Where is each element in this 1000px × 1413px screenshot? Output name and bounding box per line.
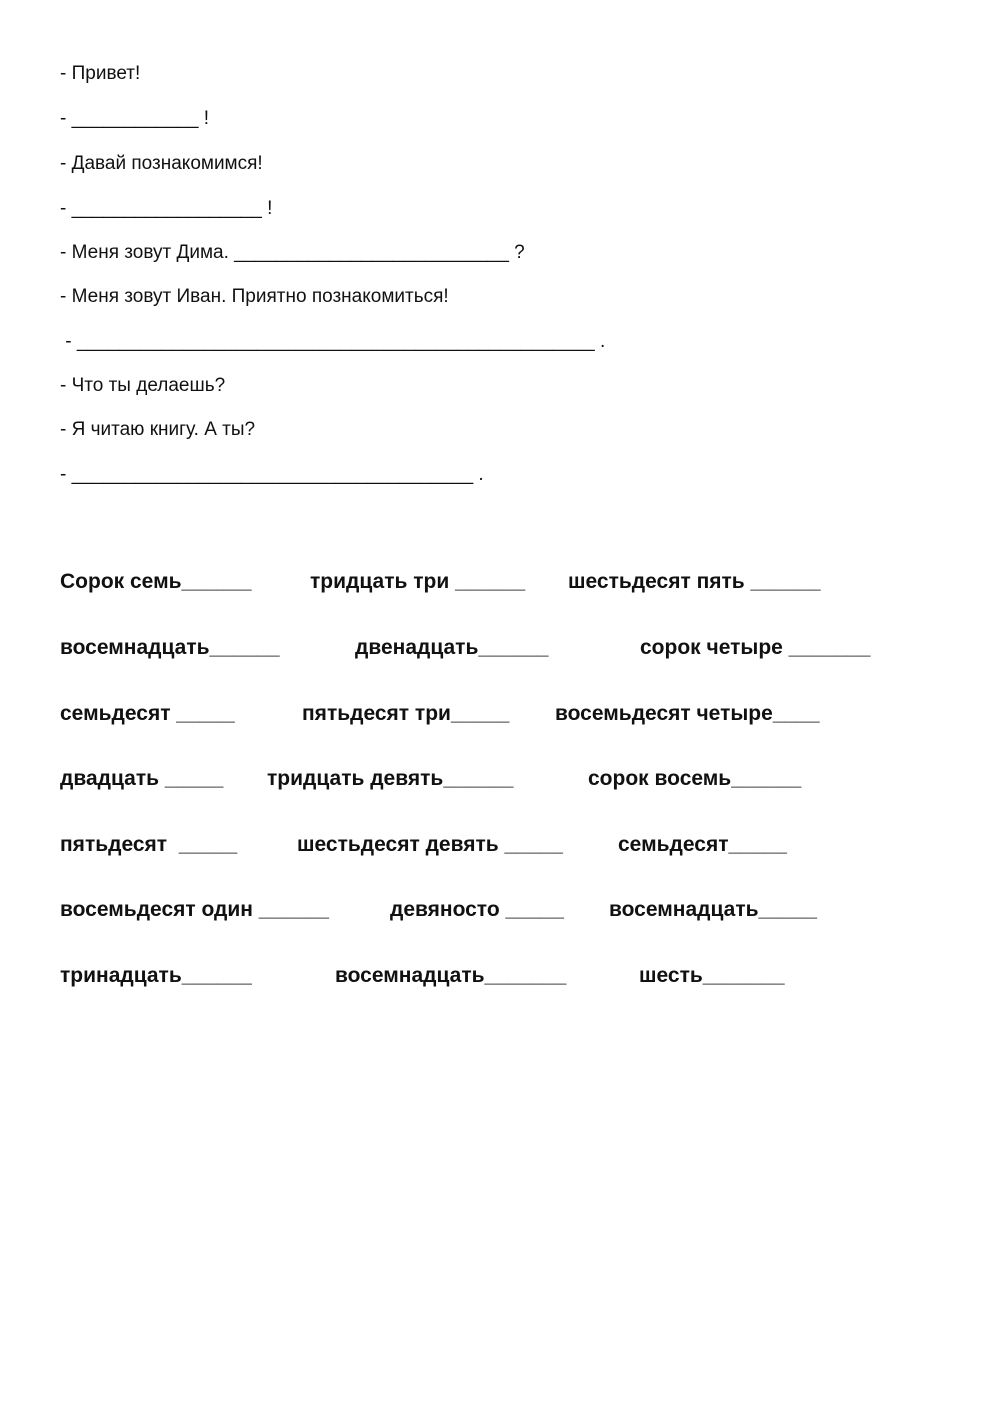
dialogue-line: - ______________________________________ . bbox=[60, 464, 484, 485]
number-word-item: двенадцать______ bbox=[355, 636, 549, 659]
number-word-item: семьдесят _____ bbox=[60, 702, 235, 725]
number-word-item: пятьдесят три_____ bbox=[302, 702, 510, 725]
number-word-item: Сорок семь______ bbox=[60, 570, 252, 593]
dialogue-line: - Я читаю книгу. А ты? bbox=[60, 419, 256, 440]
number-word-item: двадцать _____ bbox=[60, 767, 224, 790]
number-word-item: шесть_______ bbox=[639, 964, 785, 987]
dialogue-line: - Привет! bbox=[60, 63, 141, 84]
number-word-item: восемнадцать______ bbox=[60, 636, 280, 659]
number-word-item: семьдесят_____ bbox=[618, 833, 787, 856]
number-word-item: тридцать девять______ bbox=[267, 767, 514, 790]
number-word-item: сорок четыре _______ bbox=[640, 636, 871, 659]
dialogue-line: - __________________ ! bbox=[60, 198, 273, 219]
number-word-item: восемьдесят четыре____ bbox=[555, 702, 820, 725]
number-word-item: тридцать три ______ bbox=[310, 570, 526, 593]
dialogue-line: - Меня зовут Дима. __________________________ ? bbox=[60, 242, 525, 263]
number-row bbox=[60, 568, 960, 596]
number-row bbox=[60, 765, 960, 793]
dialogue-line: - Что ты делаешь? bbox=[60, 375, 226, 396]
number-word-item: девяносто _____ bbox=[390, 898, 564, 921]
dialogue-line: - Меня зовут Иван. Приятно познакомиться! bbox=[60, 286, 449, 307]
number-word-item: шестьдесят пять ______ bbox=[568, 570, 821, 593]
dialogue-line: - ____________ ! bbox=[60, 108, 209, 129]
number-word-item: восемьдесят один ______ bbox=[60, 898, 329, 921]
dialogue-line: - _________________________________________________ . bbox=[60, 331, 606, 352]
dialogue-line: - Давай познакомимся! bbox=[60, 153, 263, 174]
number-row bbox=[60, 896, 960, 924]
number-word-item: восемнадцать_____ bbox=[609, 898, 817, 921]
number-row bbox=[60, 962, 960, 990]
number-row bbox=[60, 700, 960, 728]
number-word-item: восемнадцать_______ bbox=[335, 964, 567, 987]
number-word-item: тринадцать______ bbox=[60, 964, 252, 987]
number-row bbox=[60, 634, 960, 662]
number-word-item: шестьдесят девять _____ bbox=[297, 833, 563, 856]
number-word-item: пятьдесят _____ bbox=[60, 833, 238, 856]
number-word-item: сорок восемь______ bbox=[588, 767, 802, 790]
number-row bbox=[60, 831, 960, 859]
